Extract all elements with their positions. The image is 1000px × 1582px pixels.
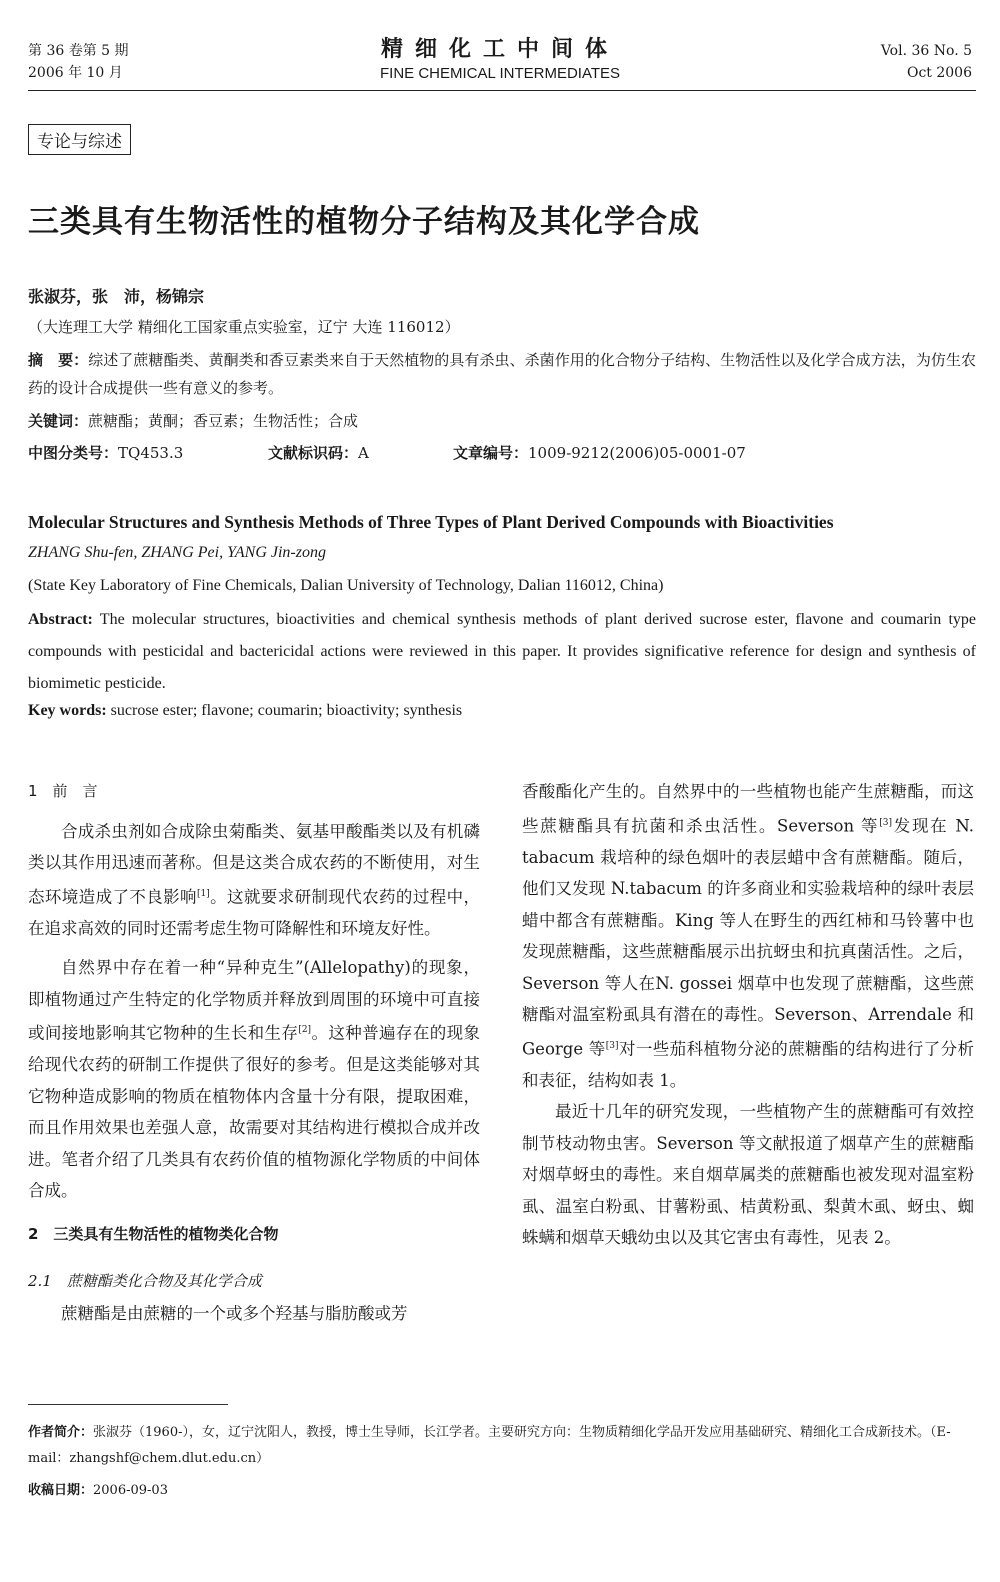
clc-label: 中图分类号：: [28, 444, 119, 462]
citation: [2]: [298, 1025, 312, 1035]
citation: [3]: [605, 1040, 619, 1051]
english-affiliation: (State Key Laboratory of Fine Chemicals, Dalian University of Technology, Dalian 116012, China): [28, 577, 664, 594]
section-1-heading: 1 前 言: [28, 782, 98, 800]
abstract-text: 综述了蔗糖酯类、黄酮类和香豆素类来自于天然植物的具有杀虫、杀菌作用的化合物分子结构、生物活性以及化学合成方法，为仿生农药的设计合成提供一些有意义的参考。: [28, 351, 976, 397]
paragraph: 蔗糖酯是由蔗糖的一个或多个羟基与脂肪酸或芳: [61, 1303, 408, 1323]
section-tag: 专论与综述: [28, 124, 131, 155]
citation: [3]: [879, 817, 893, 828]
english-abstract: [28, 604, 976, 700]
keywords-text: 蔗糖酯；黄酮；香豆素；生物活性；合成: [88, 412, 359, 430]
abstract-cn: [28, 346, 976, 402]
paragraph: 自然界中存在着一种“异种克生”(Allelopathy)的现象，即植物通过产生特定的化学物质并释放到周围的环境中可直接或间接地影响其它物种的生长和生存[2]。这种普遍存在的现象给现代农药的研制工作提供了很好的参考。但是这类能够对其它物种造成影响的物质在植物体内含量十分有限，提取困难，而且作用效果也差强人意，故需要对其结构进行模拟合成并改进。笔者介绍了几类具有农药价值的植物源化学物质的中间体合成。: [28, 958, 481, 1200]
citation: [1]: [196, 888, 210, 899]
section-2-1-heading: 2.1 蔗糖酯类化合物及其化学合成: [28, 1272, 262, 1290]
affiliation: （大连理工大学 精细化工国家重点实验室，辽宁 大连 116012）: [28, 318, 460, 336]
english-keywords: [28, 702, 462, 720]
received-value: 2006-09-03: [93, 1483, 168, 1498]
issue-number: 第 36 卷第 5 期: [28, 43, 129, 59]
doc-code-value: A: [358, 444, 369, 462]
volume-date: Oct 2006: [906, 65, 972, 81]
paragraph: 最近十几年的研究发现，一些植物产生的蔗糖酯可有效控制节枝动物虫害。Severson 等文献报道了烟草产生的蔗糖酯对烟草蚜虫的毒性。来自烟草属类的蔗糖酯也被发现对温室粉虱、温室白粉虱、甘薯粉虱、桔黄粉虱、梨黄木虱、蚜虫、蜘蛛螨和烟草天蛾幼虫以及其它害虫有毒性，见表 2。: [522, 1102, 974, 1247]
issue-date: 2006 年 10 月: [28, 65, 123, 81]
article-number-label: 文章编号：: [453, 444, 529, 462]
english-authors: ZHANG Shu-fen, ZHANG Pei, YANG Jin-zong: [28, 544, 326, 561]
clc-value: TQ453.3: [118, 444, 184, 462]
english-abstract-text: The molecular structures, bioactivities and chemical synthesis methods of plant derived sucrose ester, flavone and coumarin type compounds with pesticidal and bactericidal actions were reviewed in this paper. It provides significative reference for design and synthesis of biomimetic pesticide.: [28, 611, 976, 692]
footnote-rule: [28, 1404, 228, 1405]
body-column-left: [28, 776, 480, 1329]
article-title: 三类具有生物活性的植物分子结构及其化学合成: [28, 204, 700, 240]
paragraph: 香酸酯化产生的。自然界中的一些植物也能产生蔗糖酯，而这些蔗糖酯具有抗菌和杀虫活性。Severson 等[3]发现在 N. tabacum 栽培种的绿色烟叶的表层蜡中含有蔗糖酯。随后，他们又发现 N.tabacum 的许多商业和实验栽培种的绿叶表层蜡中都含有蔗糖酯。King 等人在野生的西红柿和马铃薯中也发现蔗糖酯，这些蔗糖酯展示出抗蚜虫和抗真菌活性。之后，Severson 等人在N. gossei 烟草中也发现了蔗糖酯，这些蔗糖酯对温室粉虱具有潜在的毒性。Severson、Arrendale 和 George 等[3]对一些茄科植物分泌的蔗糖酯的结构进行了分析和表征，结构如表 1。: [522, 782, 974, 1090]
section-2-heading: 2 三类具有生物活性的植物类化合物: [28, 1224, 279, 1243]
article-number-value: 1009-9212(2006)05-0001-07: [528, 444, 746, 462]
keywords-label: 关键词：: [28, 412, 89, 430]
footnote: [28, 1420, 976, 1504]
author-list: 张淑芬，张 沛，杨锦宗: [28, 287, 205, 306]
keywords-cn: [28, 410, 358, 431]
english-abstract-label: Abstract:: [28, 611, 93, 628]
english-keywords-label: Key words:: [28, 702, 107, 719]
paragraph: 合成杀虫剂如合成除虫菊酯类、氨基甲酸酯类以及有机磷类以其作用迅速而著称。但是这类合成农药的不断使用，对生态环境造成了不良影响[1]。这就要求研制现代农药的过程中，在追求高效的同时还需考虑生物可降解性和环境友好性。: [28, 821, 481, 938]
volume-number: Vol. 36 No. 5: [880, 43, 972, 59]
classification-line: [28, 442, 988, 463]
journal-masthead: [0, 32, 1000, 82]
body-column-right: [522, 776, 974, 1254]
author-bio: [28, 1420, 976, 1472]
received-date: [28, 1478, 976, 1504]
doc-code-label: 文献标识码：: [268, 444, 359, 462]
header-rule: [28, 90, 976, 91]
author-bio-text: 张淑芬（1960-），女，辽宁沈阳人，教授，博士生导师，长江学者。主要研究方向：生物质精细化学品开发应用基础研究、精细化工合成新技术。（E-mail：zhangshf@chem.dlut.edu.cn）: [28, 1425, 951, 1466]
english-keywords-text: sucrose ester; flavone; coumarin; bioactivity; synthesis: [110, 702, 463, 719]
english-title: Molecular Structures and Synthesis Methods of Three Types of Plant Derived Compounds with Bioactivities: [28, 512, 834, 532]
journal-name-cn: 精细化工中间体: [380, 37, 619, 62]
received-label: 收稿日期：: [28, 1483, 94, 1498]
abstract-label: 摘 要：: [28, 351, 89, 369]
author-bio-label: 作者简介：: [28, 1425, 94, 1440]
journal-name-en: FINE CHEMICAL INTERMEDIATES: [379, 65, 621, 82]
header-volume: [881, 40, 972, 84]
